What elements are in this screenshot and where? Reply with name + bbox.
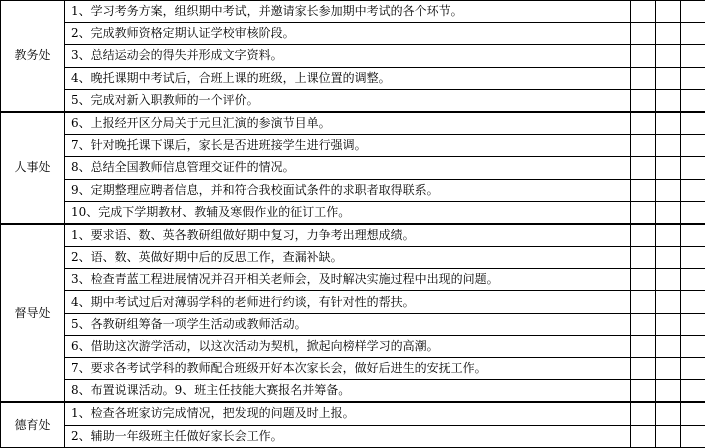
blank-cell [656,335,681,357]
blank-cell [656,45,681,67]
blank-cell [681,89,705,112]
task-cell: 3、总结运动会的得失并形成文字资料。 [65,45,631,67]
blank-cell [656,135,681,157]
blank-cell [681,45,705,67]
table-row [1,224,705,247]
department-cell: 教务处 [1,1,65,112]
blank-cell [656,247,681,269]
table-row [1,179,705,201]
blank-cell [681,157,705,179]
task-cell: 4、期中考试过后对薄弱学科的老师进行约谈，有针对性的帮扶。 [65,291,631,313]
table-row [1,23,705,45]
blank-cell [656,425,681,447]
task-cell: 6、上报经开区分局关于元旦汇演的参演节目单。 [65,112,631,135]
blank-cell [631,380,656,403]
blank-cell [656,67,681,89]
table-row [1,402,705,425]
blank-cell [631,402,656,425]
blank-cell [631,269,656,291]
blank-cell [631,224,656,247]
blank-cell [681,112,705,135]
blank-cell [681,224,705,247]
blank-cell [681,425,705,447]
table-row [1,135,705,157]
blank-cell [681,269,705,291]
blank-cell [631,201,656,224]
blank-cell [631,135,656,157]
task-cell: 5、完成对新入职教师的一个评价。 [65,89,631,112]
task-cell: 8、布置说课活动。9、班主任技能大赛报名并筹备。 [65,380,631,403]
table-row [1,291,705,313]
task-cell: 1、要求语、数、英各教研组做好期中复习，力争考出理想成绩。 [65,224,631,247]
task-cell: 7、要求各考试学科的教师配合班级开好本次家长会，做好后进生的安抚工作。 [65,358,631,380]
blank-cell [656,358,681,380]
blank-cell [631,358,656,380]
department-cell: 督导处 [1,224,65,403]
department-cell: 德育处 [1,402,65,447]
blank-cell [656,291,681,313]
blank-cell [681,1,705,23]
table-row [1,247,705,269]
department-cell: 人事处 [1,112,65,224]
task-table-body [1,1,705,448]
table-row [1,313,705,335]
blank-cell [631,1,656,23]
task-cell: 6、借助这次游学活动，以这次活动为契机，掀起向榜样学习的高潮。 [65,335,631,357]
blank-cell [681,335,705,357]
blank-cell [631,179,656,201]
blank-cell [656,380,681,403]
task-cell: 7、针对晚托课下课后，家长是否进班接学生进行强调。 [65,135,631,157]
blank-cell [656,112,681,135]
table-row [1,157,705,179]
blank-cell [631,67,656,89]
blank-cell [656,23,681,45]
blank-cell [631,112,656,135]
table-row [1,335,705,357]
task-cell: 1、学习考务方案，组织期中考试，并邀请家长参加期中考试的各个环节。 [65,1,631,23]
blank-cell [631,157,656,179]
task-cell: 10、完成下学期教材、教辅及寒假作业的征订工作。 [65,201,631,224]
table-row [1,1,705,23]
blank-cell [656,224,681,247]
task-cell: 8、总结全国教师信息管理交证件的情况。 [65,157,631,179]
blank-cell [681,23,705,45]
blank-cell [681,402,705,425]
blank-cell [656,402,681,425]
blank-cell [681,179,705,201]
blank-cell [681,135,705,157]
blank-cell [681,201,705,224]
table-row [1,201,705,224]
table-row [1,380,705,403]
task-cell: 4、晚托课期中考试后，合班上课的班级，上课位置的调整。 [65,67,631,89]
task-cell: 2、完成教师资格定期认证学校审核阶段。 [65,23,631,45]
table-row [1,358,705,380]
table-row [1,269,705,291]
blank-cell [656,313,681,335]
blank-cell [656,1,681,23]
blank-cell [681,313,705,335]
blank-cell [681,358,705,380]
blank-cell [631,291,656,313]
task-cell: 2、语、数、英做好期中后的反思工作，查漏补缺。 [65,247,631,269]
task-cell: 5、各教研组筹备一项学生活动或教师活动。 [65,313,631,335]
blank-cell [631,23,656,45]
blank-cell [656,89,681,112]
blank-cell [656,269,681,291]
task-cell: 1、检查各班家访完成情况，把发现的问题及时上报。 [65,402,631,425]
blank-cell [656,179,681,201]
table-row [1,425,705,447]
blank-cell [681,291,705,313]
blank-cell [631,89,656,112]
blank-cell [681,247,705,269]
blank-cell [631,247,656,269]
blank-cell [631,45,656,67]
table-row [1,45,705,67]
task-cell: 9、定期整理应聘者信息，并和符合我校面试条件的求职者取得联系。 [65,179,631,201]
blank-cell [631,335,656,357]
blank-cell [631,313,656,335]
task-cell: 3、检查青蓝工程进展情况并召开相关老师会，及时解决实施过程中出现的问题。 [65,269,631,291]
blank-cell [656,157,681,179]
blank-cell [656,201,681,224]
task-cell: 2、辅助一年级班主任做好家长会工作。 [65,425,631,447]
table-row [1,89,705,112]
blank-cell [631,425,656,447]
table-row [1,112,705,135]
blank-cell [681,67,705,89]
blank-cell [681,380,705,403]
table-row [1,67,705,89]
